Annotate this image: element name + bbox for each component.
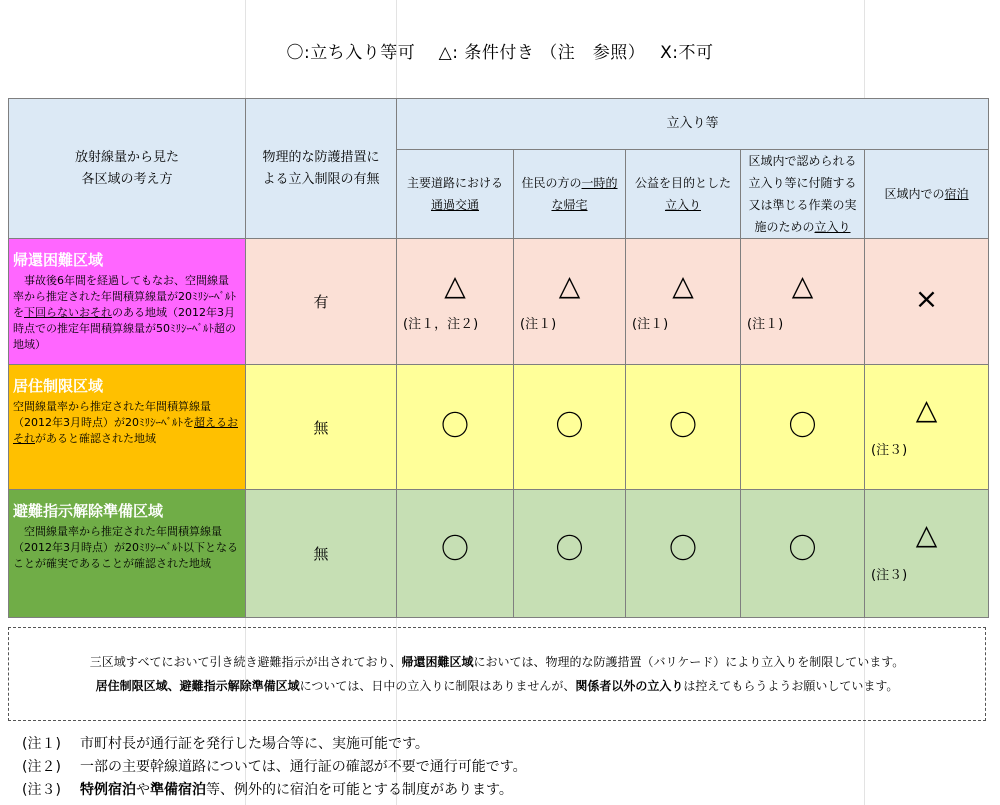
overnight-stay-cell (865, 490, 989, 618)
symbol-legend: 〇:立ち入り等可 △: 条件付き （注 参照） X:不可 (286, 43, 714, 63)
zone-title: 避難指示解除準備区域 (13, 502, 164, 520)
allowed-symbol: 〇 (440, 532, 469, 565)
table-row (9, 239, 989, 365)
header-public-interest-entry: 公益を目的とした 立入り (626, 150, 741, 239)
explanation-box (8, 627, 986, 721)
physical-restriction-value: 無 (246, 490, 397, 618)
physical-restriction-value: 有 (246, 239, 397, 365)
through-traffic-cell (397, 365, 514, 490)
explanation-line-2: 居住制限区域、避難指示解除準備区域については、日中の立入りに制限はありませんが、関係者以外の立入りは控えてもらうようお願いしています。 (95, 679, 899, 693)
conditional-symbol: △ (672, 269, 694, 302)
cell-note: (注３) (871, 443, 908, 458)
header-physical-measure: 物理的な防護措置に よる立入制限の有無 (246, 99, 397, 239)
public-interest-entry-cell (626, 490, 741, 618)
overnight-stay-cell (865, 365, 989, 490)
footnote-3: (注３) 特例宿泊や準備宿泊等、例外的に宿泊を可能とする制度があります。 (22, 782, 513, 798)
allowed-symbol: 〇 (440, 409, 469, 442)
public-interest-entry-cell (626, 365, 741, 490)
conditional-symbol: △ (915, 393, 938, 426)
footnote-1: (注１) 市町村長が通行証を発行した場合等に、実施可能です。 (22, 736, 429, 752)
cell-note: (注１) (520, 317, 557, 332)
table-row (9, 365, 989, 490)
footnotes (22, 733, 527, 802)
header-radiation-concept: 放射線量から見た 各区域の考え方 (9, 99, 246, 239)
temporary-return-cell (514, 490, 626, 618)
conditional-symbol: △ (558, 269, 581, 302)
table-row (9, 490, 989, 618)
header-entry-group: 立入り等 (397, 99, 989, 150)
cell-note: (注１) (747, 317, 784, 332)
zone-title: 帰還困難区域 (13, 251, 104, 269)
public-interest-entry-cell (626, 239, 741, 365)
explanation-line-1: 三区域すべてにおいて引き続き避難指示が出されており、帰還困難区域においては、物理的な防護措置（バリケード）により立入りを制限しています。 (89, 655, 905, 669)
header-through-traffic: 主要道路における 通過交通 (397, 150, 514, 239)
cell-note: (注１) (632, 317, 669, 332)
cell-note: (注１，注２) (403, 317, 479, 332)
work-entry-cell (741, 239, 865, 365)
temporary-return-cell (514, 365, 626, 490)
zone-description: 事故後6年間を経過してもなお、空間線量率から推定された年間積算線量が20ﾐﾘｼｰﾍﾞﾙﾄを下回らないおそれのある地域（2012年3月時点での推定年間積算線量が50ﾐﾘｼｰﾍﾞﾙﾄ超の地域） (13, 274, 236, 351)
header-overnight-stay: 区域内での宿泊 (865, 150, 989, 239)
through-traffic-cell (397, 239, 514, 365)
header-temporary-return: 住民の方の一時的 な帰宅 (514, 150, 626, 239)
work-entry-cell (741, 490, 865, 618)
conditional-symbol: △ (915, 518, 938, 551)
cell-note: (注３) (871, 568, 908, 583)
zone-difficult-to-return (9, 239, 246, 365)
allowed-symbol: 〇 (555, 532, 584, 565)
zone-description: 空間線量率から推定された年間積算線量（2012年3月時点）が20ﾐﾘｼｰﾍﾞﾙﾄを超えるおそれがあると確認された地域 (13, 400, 238, 445)
through-traffic-cell (397, 490, 514, 618)
allowed-symbol: 〇 (668, 532, 697, 565)
conditional-symbol: △ (791, 269, 814, 302)
temporary-return-cell (514, 239, 626, 365)
allowed-symbol: 〇 (788, 532, 817, 565)
not-allowed-symbol: × (914, 282, 939, 315)
allowed-symbol: 〇 (788, 409, 817, 442)
zone-residence-restricted (9, 365, 246, 490)
work-entry-cell (741, 365, 865, 490)
overnight-stay-cell (865, 239, 989, 365)
zone-description: 空間線量率から推定された年間積算線量（2012年3月時点）が20ﾐﾘｼｰﾍﾞﾙﾄ以下となることが確実であることが確認された地域 (13, 525, 238, 570)
zone-table (8, 98, 989, 618)
zone-lift-preparation (9, 490, 246, 618)
zone-title: 居住制限区域 (13, 377, 104, 395)
footnote-2: (注２) 一部の主要幹線道路については、通行証の確認が不要で通行可能です。 (22, 759, 527, 775)
allowed-symbol: 〇 (555, 409, 584, 442)
allowed-symbol: 〇 (668, 409, 697, 442)
header-work-entry: 区域内で認められる 立入り等に付随する 又は準じる作業の実 施のための立入り (741, 150, 865, 239)
conditional-symbol: △ (444, 269, 466, 302)
physical-restriction-value: 無 (246, 365, 397, 490)
